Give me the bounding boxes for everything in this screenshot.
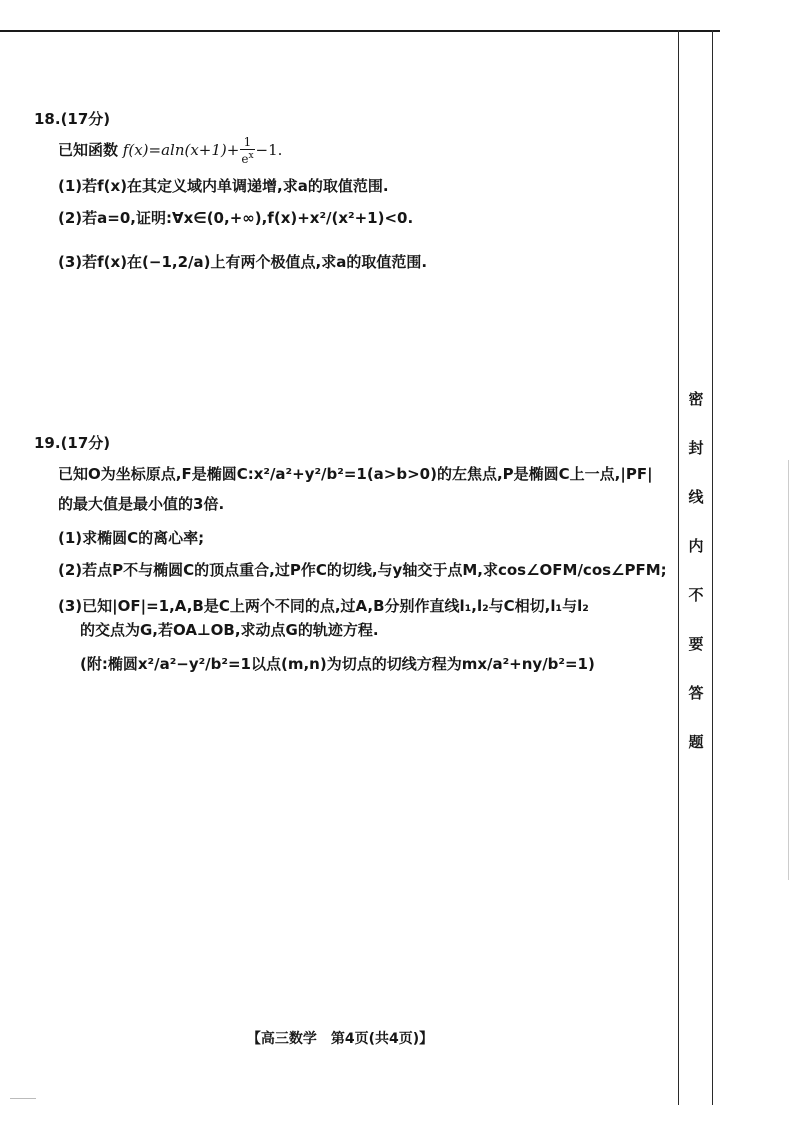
seal-char: 要 (688, 635, 704, 653)
problem-part (58, 560, 667, 580)
part-text: 的交点为G,若OA⊥OB,求动点G的轨迹方程. (80, 621, 379, 639)
problem-note (80, 654, 595, 674)
seal-char: 封 (688, 439, 704, 457)
part-text: (3)已知|OF|=1,A,B是C上两个不同的点,过A,B分别作直线l₁,l₂与C相切,l₁与l₂ (58, 597, 589, 615)
part-text: (2)若点P不与椭圆C的顶点重合,过P作C的切线,与y轴交于点M,求cos∠OFM/cos∠PFM; (58, 561, 667, 579)
page-footer: 【高三数学 第4页(共4页)】 (246, 1031, 434, 1047)
corner-mark (10, 1098, 36, 1099)
top-border (0, 30, 720, 32)
intro-suffix: −1. (255, 141, 283, 159)
problem-intro (58, 136, 282, 166)
problem-part (58, 596, 589, 616)
seal-char: 内 (688, 537, 704, 555)
part-text: (3)若f(x)在(−1,2/a)上有两个极值点,求a的取值范围. (58, 253, 428, 271)
problem-header: 18.(17分) (34, 110, 111, 128)
denominator-exponent: x (248, 151, 254, 161)
function-expression: f(x)=aln(x+1)+ (122, 141, 240, 159)
problem-part (58, 208, 413, 228)
seal-char: 密 (688, 390, 704, 408)
problem-header: 19.(17分) (34, 434, 111, 452)
problem-part (58, 528, 204, 548)
seal-char: 答 (688, 684, 704, 702)
intro-prefix: 已知函数 (58, 141, 119, 159)
binding-line-right (712, 30, 713, 1105)
seal-char: 线 (688, 488, 704, 506)
seal-char: 不 (688, 586, 704, 604)
fraction-denominator (240, 150, 254, 166)
page-edge-line (788, 460, 789, 880)
note-text: (附:椭圆x²/a²−y²/b²=1以点(m,n)为切点的切线方程为mx/a²+ny/b²=1) (80, 655, 595, 673)
part-text: (1)若f(x)在其定义域内单调递增,求a的取值范围. (58, 177, 389, 195)
problem-intro (58, 464, 653, 484)
seal-char: 题 (688, 733, 704, 751)
problem-part (58, 176, 389, 196)
denominator-base: e (241, 152, 249, 166)
problem-part (58, 252, 427, 272)
problem-intro (58, 494, 224, 514)
problem-part (80, 620, 379, 640)
fraction-numerator: 1 (240, 136, 254, 150)
binding-line-left (678, 30, 679, 1105)
part-text: (1)求椭圆C的离心率; (58, 529, 205, 547)
intro-text: 的最大值是最小值的3倍. (58, 495, 225, 513)
intro-text: 已知O为坐标原点,F是椭圆C:x²/a²+y²/b²=1(a>b>0)的左焦点,P是椭圆C上一点,|PF| (58, 465, 653, 483)
fraction (240, 136, 254, 166)
part-text: (2)若a=0,证明:∀x∈(0,+∞),f(x)+x²/(x²+1)<0. (58, 209, 414, 227)
